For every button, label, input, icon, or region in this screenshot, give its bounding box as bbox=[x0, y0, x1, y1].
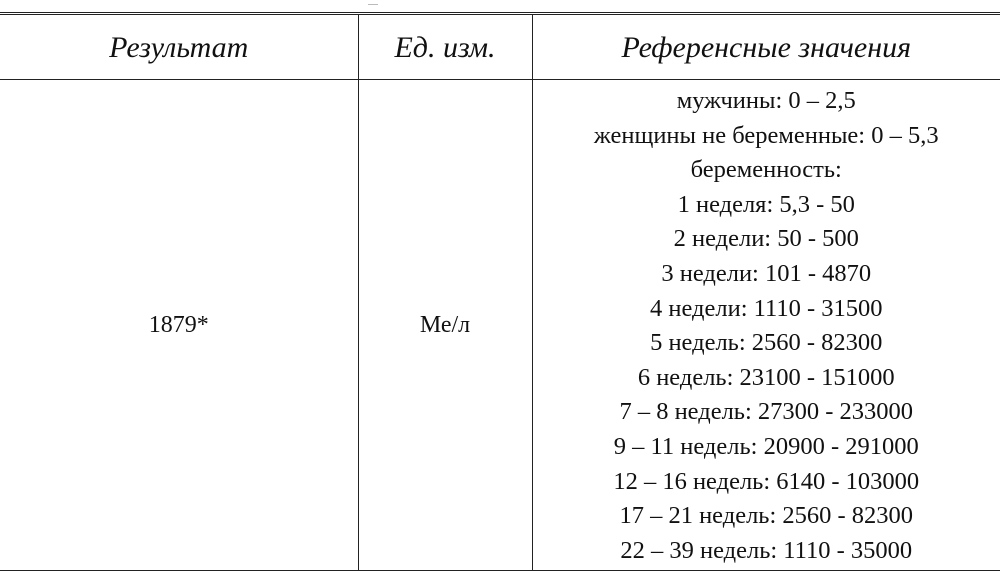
list-item: 1 неделя: 5,3 - 50 bbox=[533, 188, 1000, 223]
list-item: 22 – 39 недель: 1110 - 35000 bbox=[533, 534, 1000, 569]
list-item: 17 – 21 недель: 2560 - 82300 bbox=[533, 499, 1000, 534]
list-item: мужчины: 0 – 2,5 bbox=[533, 84, 1000, 119]
results-table bbox=[0, 14, 1000, 571]
list-item: 2 недели: 50 - 500 bbox=[533, 222, 1000, 257]
reference-values bbox=[532, 80, 1000, 571]
cut-off-mark bbox=[368, 0, 378, 5]
list-item: 4 недели: 1110 - 31500 bbox=[533, 292, 1000, 327]
list-item: 5 недель: 2560 - 82300 bbox=[533, 326, 1000, 361]
header-unit: Ед. изм. bbox=[358, 15, 532, 80]
unit-value: Ме/л bbox=[358, 80, 532, 571]
list-item: женщины не беременные: 0 – 5,3 bbox=[533, 119, 1000, 154]
list-item: беременность: bbox=[533, 153, 1000, 188]
list-item: 7 – 8 недель: 27300 - 233000 bbox=[533, 395, 1000, 430]
reference-list bbox=[533, 84, 1000, 568]
list-item: 6 недель: 23100 - 151000 bbox=[533, 361, 1000, 396]
header-result: Результат bbox=[0, 15, 358, 80]
list-item: 3 недели: 101 - 4870 bbox=[533, 257, 1000, 292]
top-rule bbox=[0, 12, 1000, 13]
header-row bbox=[0, 15, 1000, 80]
list-item: 9 – 11 недель: 20900 - 291000 bbox=[533, 430, 1000, 465]
result-value: 1879* bbox=[0, 80, 358, 571]
header-reference: Референсные значения bbox=[532, 15, 1000, 80]
list-item: 12 – 16 недель: 6140 - 103000 bbox=[533, 465, 1000, 500]
table-row bbox=[0, 80, 1000, 571]
